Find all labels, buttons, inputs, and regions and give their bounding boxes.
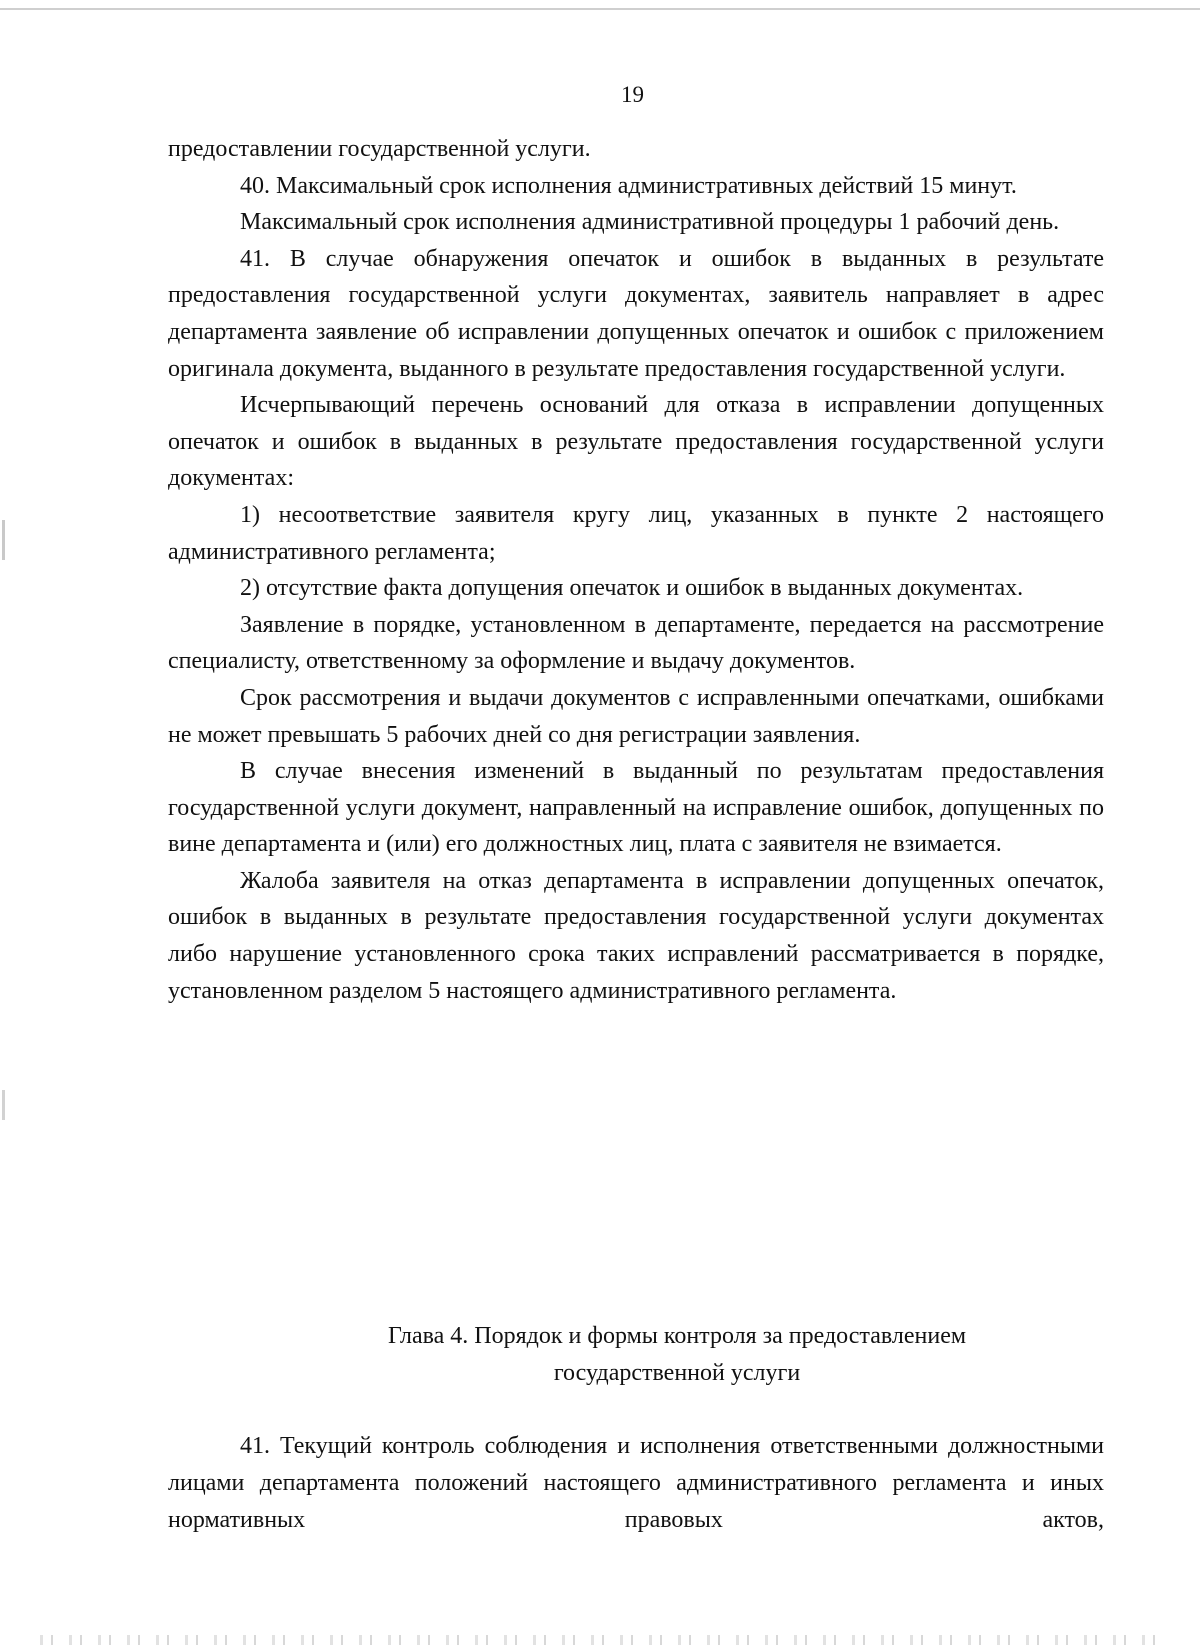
- paragraph: 1) несоответствие заявителя кругу лиц, указанных в пункте 2 настоящего административного регламента;: [168, 501, 1104, 565]
- scan-noise: [2, 1090, 5, 1120]
- paragraph: предоставлении государственной услуги.: [168, 136, 591, 162]
- paragraph: Срок рассмотрения и выдачи документов с исправленными опечатками, ошибками не может превышать 5 рабочих дней со дня регистрации заявления.: [168, 684, 1104, 748]
- paragraph: Исчерпывающий перечень оснований для отказа в исправлении допущенных опечаток и ошибок в выданных в результате предоставления государственной услуги документах:: [168, 392, 1104, 492]
- scan-noise: [2, 520, 5, 560]
- scan-top-edge: [0, 8, 1200, 10]
- chapter-heading-line-2: государственной услуги: [553, 1360, 801, 1386]
- scan-noise: [40, 1635, 1160, 1645]
- chapter-heading: [168, 1318, 1186, 1392]
- paragraph: В случае внесения изменений в выданный по результатам предоставления государственной услуги документ, направленный на исправление ошибок, допущенных по вине департамента и (или) его должностных лиц, плата с заявителя не взимается.: [168, 758, 1104, 858]
- paragraph: Заявление в порядке, установленном в департаменте, передается на рассмотрение специалисту, ответственному за оформление и выдачу документов.: [168, 611, 1104, 675]
- paragraph: Жалоба заявителя на отказ департамента в исправлении допущенных опечаток, ошибок в выданных в результате предоставления государственной услуги документах либо нарушение установленного срока таких исправлений рассматривается в порядке, установленном разделом 5 настоящего административного регламента.: [168, 867, 1104, 1004]
- paragraph: Максимальный срок исполнения административной процедуры 1 рабочий день.: [240, 209, 1060, 236]
- tail-text: [168, 1428, 1104, 1539]
- paragraph: 2) отсутствие факта допущения опечаток и ошибок в выданных документах.: [240, 575, 1024, 602]
- chapter-heading-line-1: Глава 4. Порядок и формы контроля за предоставлением: [387, 1323, 967, 1349]
- page-number: 19: [621, 82, 644, 107]
- body-text: [168, 131, 1104, 1009]
- paragraph: 41. Текущий контроль соблюдения и исполнения ответственными должностными лицами департамента положений настоящего административного регламента и иных нормативных правовых актов,: [168, 1433, 1104, 1533]
- paragraph: 40. Максимальный срок исполнения административных действий 15 минут.: [240, 172, 1017, 199]
- paragraph: 41. В случае обнаружения опечаток и ошибок в выданных в результате предоставления государственной услуги документах, заявитель направляет в адрес департамента заявление об исправлении допущенных опечаток и ошибок с приложением оригинала документа, выданного в результате предоставления государственной услуги.: [168, 245, 1104, 382]
